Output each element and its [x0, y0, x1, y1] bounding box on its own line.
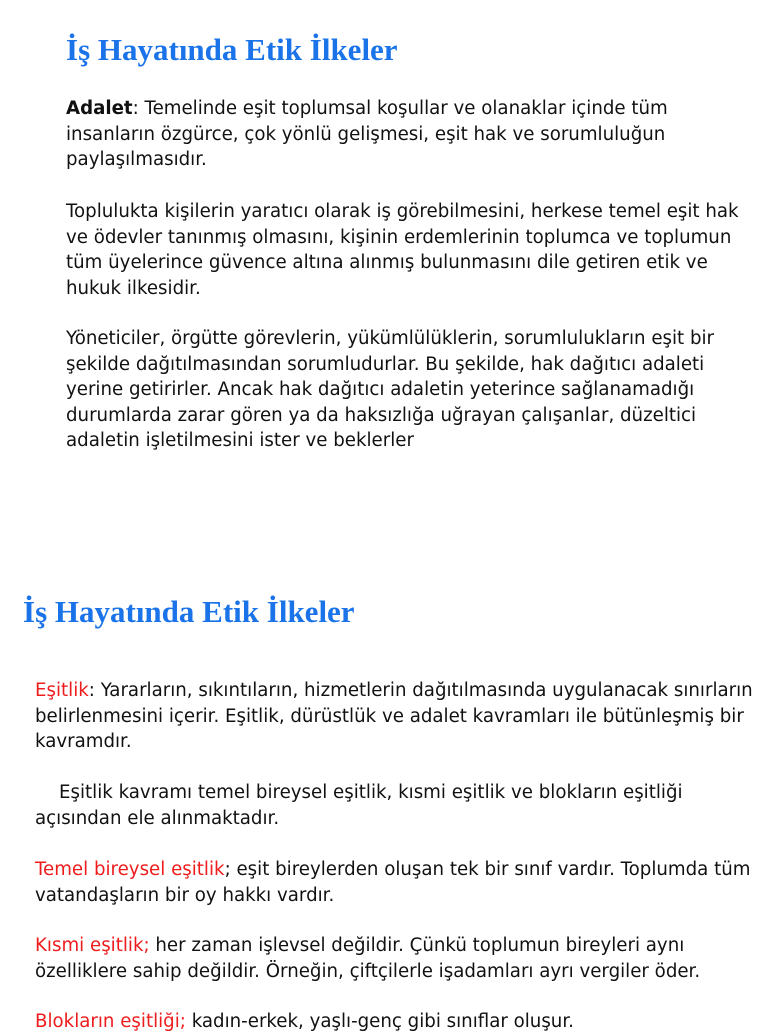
esitlik-paragraph [35, 678, 753, 755]
yoneticiler-line-4: durumlarda zarar gören ya da haksızlığa uğrayan çalışanlar, düzeltici [66, 404, 697, 426]
topluluk-line-4: hukuk ilkesidir. [66, 277, 201, 299]
esitlik-kavrami-paragraph [35, 780, 683, 831]
kismi-esitlik-term: Kısmi eşitlik; [35, 935, 150, 956]
adalet-line-2: insanların özgürce, çok yönlü gelişmesi, eşit hak ve sorumluluğun [66, 123, 666, 145]
topluluk-line-1: Toplulukta kişilerin yaratıcı olarak iş görebilmesini, herkese temel eşit hak [66, 201, 739, 222]
esitlik-kavrami-line-2: açısından ele alınmaktadır. [35, 807, 280, 829]
temel-bireysel-term: Temel bireysel eşitlik [35, 859, 225, 880]
kismi-esitlik-paragraph [35, 933, 700, 984]
temel-bireysel-line-1 [35, 857, 750, 883]
esitlik-line-3: kavramdır. [35, 731, 132, 753]
temel-bireysel-line-2: vatandaşların bir oy hakkı vardır. [35, 884, 335, 906]
adalet-line-3: paylaşılmasıdır. [66, 149, 207, 171]
kismi-esitlik-line-1 [35, 933, 700, 959]
yoneticiler-line-5: adaletin işletilmesini ister ve beklerler [66, 430, 414, 452]
topluluk-paragraph [66, 199, 739, 301]
temel-bireysel-definition-start: ; eşit bireylerden oluşan tek bir sınıf vardır. Toplumda tüm [224, 859, 751, 880]
adalet-definition-start: : Temelinde eşit toplumsal koşullar ve olanaklar içinde tüm [132, 98, 668, 119]
kismi-esitlik-definition-start: her zaman işlevsel değildir. Çünkü toplumun bireyleri aynı [149, 935, 685, 956]
yoneticiler-line-3: yerine getirirler. Ancak hak dağıtıcı adaletin yeterince sağlanamadığı [66, 379, 695, 401]
bloklar-term: Blokların eşitliği; [35, 1011, 186, 1032]
kismi-esitlik-line-2: özelliklere sahip değildir. Örneğin, çiftçilerle işadamları ayrı vergiler öder. [35, 960, 701, 982]
esitlik-term: Eşitlik [35, 680, 89, 701]
bloklar-paragraph [35, 1009, 574, 1035]
bloklar-definition-start: kadın-erkek, yaşlı-genç gibi sınıflar oluşur. [185, 1011, 574, 1032]
yoneticiler-paragraph [66, 326, 714, 454]
slide-2 [0, 560, 768, 1032]
slide-2-title: İş Hayatında Etik İlkeler [23, 594, 355, 629]
esitlik-kavrami-line-1: Eşitlik kavramı temel bireysel eşitlik, kısmi eşitlik ve blokların eşitliği [59, 782, 683, 803]
topluluk-line-3: tüm üyelerince güvence altına alınmış bulunmasını dile getiren etik ve [66, 252, 708, 274]
esitlik-line-2: belirlenmesini içerir. Eşitlik, dürüstlük ve adalet kavramları ile bütünleşmiş bir [35, 705, 744, 727]
bloklar-line-1 [35, 1009, 574, 1035]
slide-1-title: İş Hayatında Etik İlkeler [66, 32, 398, 67]
esitlik-line-1 [35, 678, 753, 704]
topluluk-line-2: ve ödevler tanınmış olmasını, kişinin erdemlerinin toplumca ve toplumun [66, 226, 732, 248]
adalet-paragraph [66, 96, 668, 173]
temel-bireysel-paragraph [35, 857, 750, 908]
yoneticiler-line-1: Yöneticiler, örgütte görevlerin, yükümlülüklerin, sorumlulukların eşit bir [66, 328, 715, 349]
adalet-term: Adalet [66, 98, 133, 119]
adalet-line-1 [66, 96, 668, 122]
esitlik-definition-start: : Yararların, sıkıntıların, hizmetlerin dağıtılmasında uygulanacak sınırların [88, 680, 753, 701]
yoneticiler-line-2: şekilde dağıtılmasından sorumludurlar. Bu şekilde, hak dağıtıcı adaleti [66, 353, 705, 375]
